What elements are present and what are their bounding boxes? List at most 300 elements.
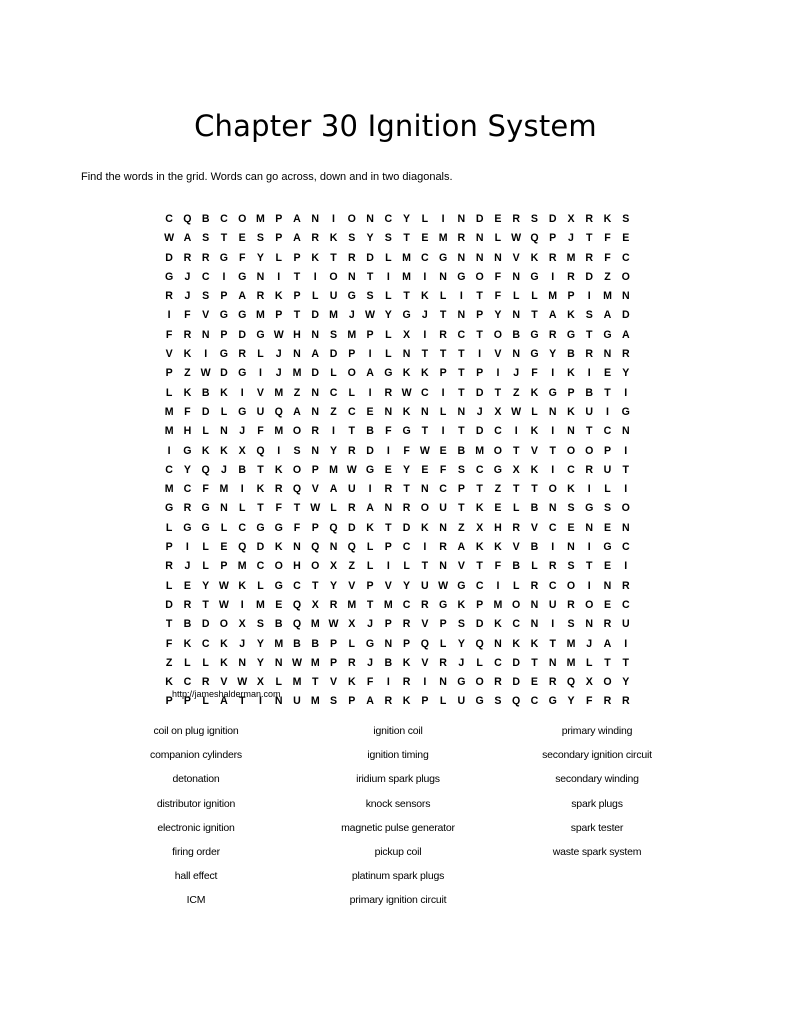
grid-letter: M [274,637,284,650]
grid-letter: Z [165,656,173,669]
grid-letter: Z [604,270,611,283]
grid-letter: T [476,560,483,573]
grid-letter: N [384,405,393,418]
grid-letter: S [366,290,374,303]
grid-letter: L [439,695,447,708]
grid-letter: L [385,348,392,361]
grid-letter: L [202,541,209,554]
grid-letter: R [274,483,283,496]
grid-letter: I [423,270,427,283]
grid-row [160,499,635,518]
grid-letter: O [603,676,612,689]
grid-letter: I [587,541,591,554]
grid-letter: D [475,425,484,438]
grid-letter: Y [329,579,338,592]
grid-letter: I [441,213,445,225]
grid-letter: F [531,367,538,380]
grid-letter: K [220,386,228,399]
grid-letter: M [310,695,320,708]
grid-letter: S [494,695,502,708]
grid-letter: K [402,656,411,669]
grid-row [160,229,635,248]
grid-letter: I [167,444,171,457]
grid-letter: P [311,463,319,476]
grid-letter: R [384,386,393,399]
grid-letter: O [585,598,594,611]
grid-letter: G [530,328,539,341]
grid-letter: Y [256,637,264,650]
grid-letter: L [531,290,538,303]
grid-row [160,403,635,422]
grid-letter: J [184,290,191,303]
grid-letter: Z [458,521,465,534]
grid-letter: J [367,618,373,631]
grid-letter: Y [256,251,264,264]
source-url: http://jameshalderman.com [172,689,281,699]
grid-letter: X [311,598,319,611]
grid-letter: Q [475,637,484,650]
grid-letter: I [368,483,372,496]
grid-letter: H [183,425,192,438]
grid-letter: Y [329,444,338,457]
grid-letter: P [403,637,411,650]
instructions-text: Find the words in the grid. Words can go across, down and in two diagonals. [81,171,453,183]
grid-letter: L [220,521,228,534]
grid-letter: C [603,425,612,438]
grid-row [160,519,635,538]
word-list-item: ICM [186,894,206,907]
grid-letter: U [439,502,447,515]
grid-letter: V [421,618,429,631]
grid-letter: P [567,386,575,399]
grid-letter: L [348,386,356,399]
grid-letter: I [313,270,317,283]
grid-letter: P [457,483,465,496]
grid-letter: D [621,309,630,322]
grid-letter: K [475,502,484,515]
grid-letter: N [548,656,557,669]
grid-letter: D [475,386,484,399]
grid-letter: P [275,309,283,322]
grid-letter: B [274,618,283,631]
grid-letter: G [493,463,503,476]
grid-letter: K [201,444,210,457]
grid-letter: R [402,502,411,515]
grid-letter: Q [329,521,338,534]
grid-letter: G [438,251,448,264]
grid-letter: K [274,541,283,554]
grid-letter: P [293,251,301,264]
grid-letter: U [421,579,429,592]
grid-letter: Q [256,444,265,457]
grid-letter: T [549,444,556,457]
grid-letter: B [238,463,247,476]
grid-letter: R [347,502,356,515]
grid-letter: N [439,560,447,573]
grid-letter: S [622,213,630,225]
grid-letter: D [475,213,484,225]
grid-letter: T [458,425,465,438]
grid-letter: Q [292,618,302,631]
grid-letter: Q [566,676,576,689]
grid-letter: O [493,444,503,457]
grid-letter: V [202,309,210,322]
grid-letter: K [567,367,575,380]
grid-letter: M [383,598,393,611]
grid-letter: E [603,598,612,611]
grid-letter: R [457,232,466,245]
grid-letter: B [201,386,210,399]
grid-letter: Q [274,405,283,418]
grid-letter: V [512,541,520,554]
grid-letter: R [421,598,429,611]
grid-letter: C [548,579,557,592]
word-list-item: firing order [172,845,220,858]
grid-letter: M [347,598,357,611]
grid-row [160,635,635,654]
grid-letter: N [311,444,320,457]
grid-letter: G [457,270,466,283]
grid-letter: R [183,328,192,341]
grid-letter: U [347,483,356,496]
grid-letter: C [384,213,393,225]
grid-letter: N [621,290,630,303]
grid-letter: B [293,637,301,650]
grid-letter: L [312,290,319,303]
grid-letter: O [274,560,283,573]
grid-letter: E [530,676,538,689]
grid-letter: Q [311,541,320,554]
grid-letter: R [548,251,557,264]
grid-letter: N [567,425,575,438]
grid-letter: R [530,579,539,592]
grid-letter: M [237,560,247,573]
grid-letter: B [201,213,210,225]
grid-letter: X [494,405,502,418]
grid-letter: B [457,444,466,457]
grid-letter: N [603,348,612,361]
grid-letter: D [256,541,265,554]
grid-letter: R [603,618,612,631]
grid-letter: G [457,579,466,592]
grid-letter: T [531,483,538,496]
word-list-item: primary winding [561,725,633,737]
grid-letter: I [222,270,226,283]
grid-letter: S [293,444,301,457]
grid-letter: V [329,676,338,689]
grid-letter: C [256,560,265,573]
grid-letter: O [566,444,576,457]
word-list-item: coil on plug ignition [153,725,239,737]
grid-letter: G [621,405,630,418]
grid-letter: L [512,290,520,303]
grid-letter: T [220,232,228,245]
grid-letter: Y [403,579,411,592]
grid-letter: C [621,598,630,611]
grid-letter: V [311,483,319,496]
grid-letter: N [402,348,411,361]
grid-letter: M [256,213,265,225]
grid-letter: S [202,232,210,245]
grid-letter: K [567,483,575,496]
grid-letter: P [275,232,283,245]
grid-letter: E [421,463,429,476]
word-list-item: secondary ignition circuit [542,749,652,762]
grid-letter: D [329,348,338,361]
grid-letter: R [567,270,575,283]
grid-letter: M [566,656,576,669]
grid-letter: C [329,386,338,399]
grid-letter: N [421,405,429,418]
grid-letter: K [183,637,192,650]
grid-letter: I [478,348,482,361]
grid-letter: X [256,676,264,689]
grid-letter: E [494,502,502,515]
grid-letter: G [384,367,393,380]
grid-letter: M [256,309,265,322]
grid-letter: G [256,328,265,341]
grid-row [160,577,635,596]
grid-letter: T [421,560,429,573]
word-list-item: hall effect [174,870,218,883]
grid-letter: K [402,367,411,380]
grid-letter: G [183,521,192,534]
grid-letter: I [624,444,628,457]
grid-letter: Y [457,637,465,650]
grid-letter: E [603,521,612,534]
grid-letter: G [219,309,229,322]
grid-letter: S [329,328,338,341]
grid-letter: R [548,560,557,573]
grid-letter: T [586,560,593,573]
grid-letter: V [512,251,520,264]
grid-letter: O [493,328,503,341]
grid-letter: Y [403,463,411,476]
grid-letter: B [567,348,575,361]
grid-letter: F [494,270,502,283]
grid-letter: G [603,541,612,554]
grid-letter: N [475,232,484,245]
grid-letter: E [603,560,612,573]
grid-letter: F [586,695,593,708]
grid-letter: D [165,598,173,611]
grid-letter: D [366,444,374,457]
grid-letter: N [293,541,301,554]
grid-letter: F [403,444,410,457]
grid-letter: A [293,232,301,245]
grid-letter: P [384,618,392,631]
word-list-item: platinum spark plugs [351,870,445,883]
grid-letter: K [494,618,502,631]
grid-letter: D [201,618,210,631]
grid-letter: N [621,425,630,438]
grid-letter: N [329,541,338,554]
grid-letter: I [386,444,390,457]
grid-letter: I [368,386,372,399]
grid-letter: R [512,521,520,534]
grid-letter: A [366,695,374,708]
grid-letter: M [164,405,174,418]
grid-letter: J [184,560,191,573]
grid-letter: T [622,656,630,669]
grid-letter: G [566,328,576,341]
grid-letter: I [606,405,609,418]
grid-letter: T [293,502,301,515]
grid-row [160,384,635,403]
grid-letter: L [202,425,209,438]
grid-letter: R [585,463,594,476]
grid-letter: N [311,328,320,341]
grid-letter: S [567,618,575,631]
grid-letter: R [183,251,192,264]
grid-letter: A [238,290,247,303]
grid-letter: N [347,270,356,283]
grid-letter: T [549,637,556,650]
grid-letter: E [275,598,283,611]
grid-letter: M [292,367,302,380]
grid-letter: L [220,405,228,418]
grid-letter: K [274,290,283,303]
grid-letter: V [256,386,264,399]
grid-letter: V [494,348,502,361]
grid-letter: M [164,425,174,438]
grid-letter: Q [420,637,429,650]
grid-letter: W [218,579,229,592]
grid-letter: N [439,521,447,534]
grid-letter: J [239,637,246,650]
grid-letter: R [347,656,356,669]
grid-letter: J [421,309,428,322]
grid-letter: C [201,270,210,283]
grid-letter: J [586,637,593,650]
grid-letter: B [512,560,520,573]
grid-letter: L [531,405,538,418]
grid-letter: N [457,309,466,322]
grid-letter: Z [494,483,502,496]
grid-letter: L [439,290,447,303]
grid-letter: Y [202,579,210,592]
grid-letter: T [348,425,356,438]
grid-letter: B [366,425,374,438]
grid-letter: F [604,251,611,264]
grid-letter: N [256,270,265,283]
grid-letter: O [566,579,576,592]
grid-letter: I [423,541,427,554]
grid-letter: A [220,695,228,708]
grid-letter: P [421,695,429,708]
grid-letter: D [402,521,411,534]
grid-letter: T [458,502,465,515]
grid-letter: M [475,444,485,457]
grid-letter: W [511,232,522,245]
grid-letter: I [624,386,628,399]
grid-letter: T [366,598,374,611]
grid-letter: P [165,695,173,708]
grid-letter: F [275,502,282,515]
grid-letter: G [548,386,557,399]
grid-letter: M [329,463,338,476]
grid-letter: A [366,367,374,380]
grid-letter: O [621,502,630,515]
grid-letter: I [587,290,591,303]
grid-letter: T [531,656,538,669]
grid-letter: T [293,270,301,283]
grid-letter: O [292,463,302,476]
grid-row [160,442,635,461]
grid-letter: L [257,348,264,361]
grid-letter: I [240,598,244,611]
grid-letter: P [220,290,228,303]
grid-letter: N [384,502,393,515]
grid-letter: M [548,290,558,303]
grid-letter: B [384,656,393,669]
grid-letter: I [587,579,591,592]
grid-letter: K [603,213,612,225]
grid-letter: A [457,541,466,554]
grid-letter: U [548,598,557,611]
grid-letter: C [238,521,247,534]
grid-letter: C [165,213,173,225]
grid-letter: V [220,676,228,689]
grid-letter: M [219,483,229,496]
grid-letter: K [238,579,247,592]
grid-letter: S [457,463,465,476]
grid-letter: Y [403,213,411,225]
grid-letter: G [402,425,411,438]
grid-letter: G [548,695,557,708]
grid-letter: J [239,425,246,438]
grid-letter: L [275,251,282,264]
grid-letter: C [439,483,447,496]
grid-letter: R [603,695,612,708]
grid-letter: C [165,463,173,476]
grid-letter: Y [567,695,575,708]
grid-letter: U [457,695,466,708]
grid-letter: P [293,290,301,303]
grid-letter: C [421,386,429,399]
grid-letter: S [567,560,575,573]
grid-letter: C [475,463,484,476]
grid-letter: X [238,618,246,631]
grid-letter: O [292,425,302,438]
grid-letter: A [293,213,301,225]
grid-letter: O [475,676,484,689]
grid-letter: L [512,502,520,515]
grid-letter: N [457,405,466,418]
grid-letter: I [624,560,628,573]
word-list-item: ignition timing [367,749,429,762]
grid-letter: F [257,425,264,438]
grid-letter: O [219,618,229,631]
grid-letter: G [256,521,265,534]
grid-letter: C [475,579,484,592]
grid-letter: I [240,483,244,496]
grid-letter: I [204,348,208,361]
grid-letter: T [586,328,593,341]
grid-letter: C [621,251,630,264]
grid-row [160,615,635,634]
grid-letter: X [403,328,411,341]
grid-letter: V [348,579,356,592]
grid-letter: T [403,232,410,245]
grid-letter: S [256,232,264,245]
grid-letter: I [332,425,335,438]
grid-row [160,210,635,229]
grid-letter: K [421,521,429,534]
grid-letter: I [624,483,628,496]
grid-letter: I [423,328,427,341]
grid-letter: C [183,483,192,496]
